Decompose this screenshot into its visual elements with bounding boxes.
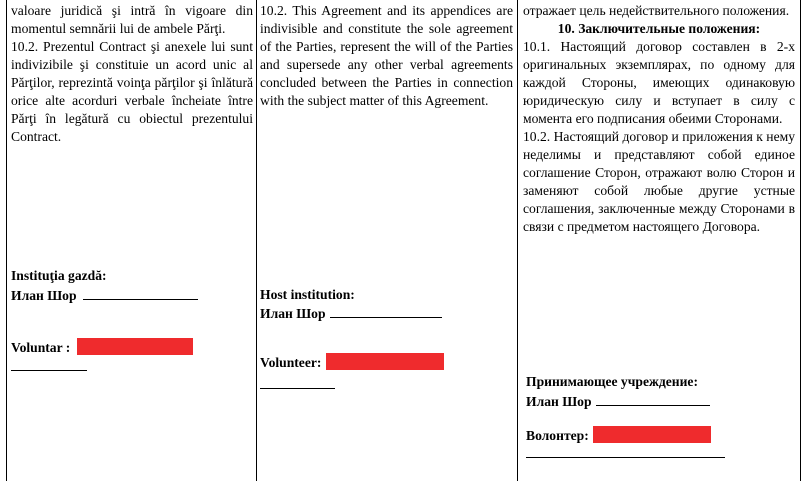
romanian-volunteer-label: Voluntar : — [11, 340, 71, 355]
romanian-volunteer-redaction — [77, 338, 193, 355]
english-host-signature — [260, 303, 442, 323]
russian-host-name: Илан Шор — [526, 394, 592, 409]
russian-text-block — [523, 2, 795, 236]
russian-host-label: Принимающее учреждение: — [526, 374, 698, 389]
english-host-label: Host institution: — [260, 287, 355, 302]
russian-host-signature — [526, 391, 710, 411]
column-english — [256, 0, 518, 481]
column-russian — [517, 0, 801, 481]
russian-volunteer-redaction — [593, 426, 711, 443]
english-volunteer-row — [260, 353, 444, 372]
english-clause-10-2: 10.2. This Agreement and its appendices are indivisible and constitute the sole agreement of the Parties, represent the will of the Parties and supersede any other verbal agreements concluded between the Parties in connection with the subject matter of this Agreement. — [260, 3, 513, 108]
romanian-host-signature-line — [83, 285, 198, 300]
english-host-name: Илан Шор — [260, 306, 326, 321]
russian-volunteer-label: Волонтер: — [526, 428, 589, 443]
russian-clause-10-1: 10.1. Настоящий договор составлен в 2-х оригинальных экземплярах, по одному для каждой Стороны, имеющих одинаковую юридическую силу и вступает в силу с момента его подписания обеими Сторонами. — [523, 39, 795, 126]
romanian-volunteer-row — [11, 338, 193, 357]
romanian-volunteer-signature-line — [11, 370, 87, 371]
romanian-host-name: Илан Шор — [11, 288, 77, 303]
russian-section-heading: 10. Заключительные положения: — [557, 21, 761, 36]
romanian-clause-10-2: 10.2. Prezentul Contract şi anexele lui sunt indivizibile şi constituie un acord unic al Părţilor, reprezintă voinţa părţilor şi înlătură orice alte acorduri verbale încheiate între Părţi în legătură cu obiectul prezentului Contract. — [11, 39, 253, 144]
english-host-signature-line — [330, 303, 442, 318]
column-romanian — [6, 0, 257, 481]
romanian-top-text: valoare juridică şi intră în vigoare din momentul semnării lui de ambele Părţi. — [11, 3, 253, 36]
russian-volunteer-signature-line — [526, 457, 725, 458]
romanian-host-signature — [11, 285, 198, 305]
romanian-text-block — [11, 2, 253, 146]
english-volunteer-signature-line — [260, 388, 335, 389]
english-volunteer-label: Volunteer: — [260, 355, 322, 370]
russian-clause-10-2: 10.2. Настоящий договор и приложения к нему неделимы и представляют собой единое соглашение Сторон, отражают волю Сторон и заменяют собой любые другие устные соглашения, заключенные между Сторонами в связи с предметом настоящего Договора. — [523, 129, 795, 234]
russian-host-signature-line — [596, 391, 710, 406]
english-text-block — [260, 2, 513, 110]
russian-volunteer-row — [526, 426, 711, 445]
english-volunteer-redaction — [326, 353, 444, 370]
russian-top-text: отражает цель недействительного положения. — [523, 3, 790, 18]
romanian-host-label: Instituţia gazdă: — [11, 268, 107, 283]
